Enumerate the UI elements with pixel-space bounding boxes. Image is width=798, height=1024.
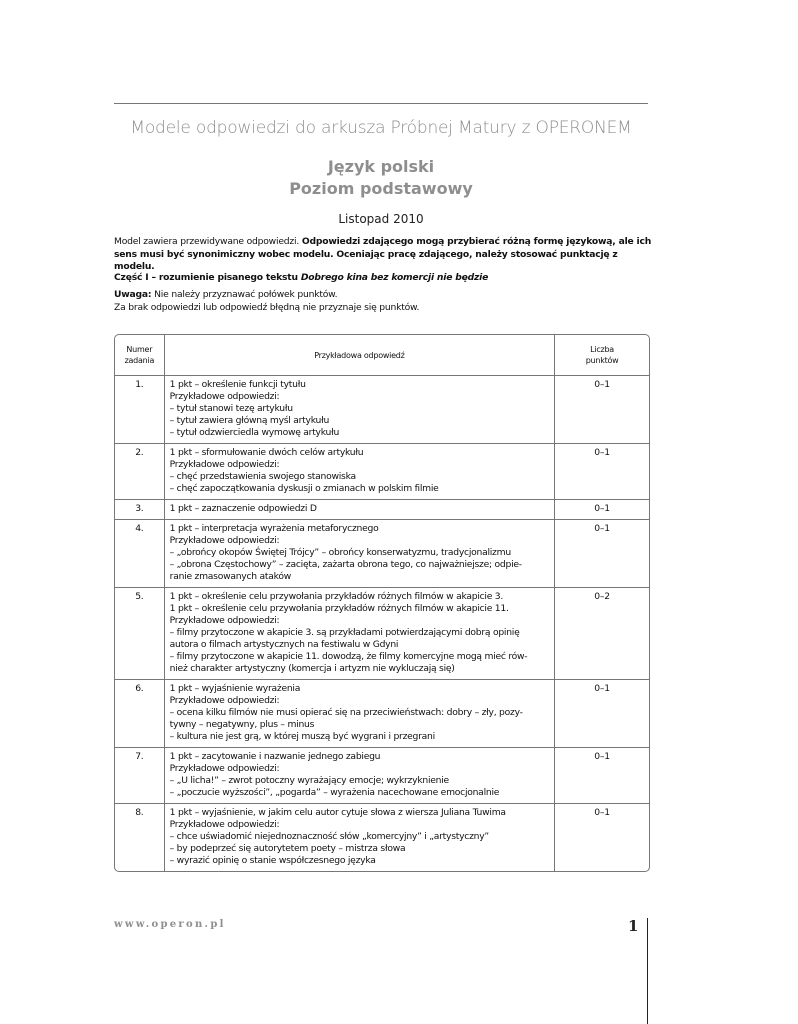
header-text: punktów — [585, 356, 619, 365]
sample-answer — [164, 804, 554, 872]
table-row — [115, 748, 649, 804]
answer-line: Przykładowe odpowiedzi: — [169, 819, 280, 830]
table-row — [115, 376, 649, 444]
intro-bold-1: Odpowiedzi zdającego mogą przybierać różną formę językową, ale ich — [301, 236, 652, 247]
answer-line: – „obrońcy okopów Świętej Trójcy” – obrońcy konserwatyzmu, tradycjonalizmu — [169, 547, 511, 558]
header-text: Liczba — [590, 345, 614, 354]
sample-answer — [164, 680, 554, 748]
intro-plain: Model zawiera przewidywane odpowiedzi. — [114, 236, 302, 247]
task-number: 3. — [115, 500, 164, 520]
task-number: 5. — [115, 588, 164, 680]
document-date: Listopad 2010 — [338, 212, 424, 226]
points-range: 0–1 — [555, 376, 649, 444]
answer-line: – ocena kilku filmów nie musi opierać się na przeciwieństwach: dobry – zły, pozy- — [169, 707, 523, 718]
points-range: 0–2 — [555, 588, 649, 680]
answer-line: – tytuł zawiera główną myśl artykułu — [169, 415, 330, 426]
header-task-number — [115, 335, 164, 376]
sample-answer — [164, 444, 554, 500]
points-range: 0–1 — [555, 520, 649, 588]
side-rule — [647, 918, 648, 1024]
answer-line: Przykładowe odpowiedzi: — [169, 459, 280, 470]
points-range: 0–1 — [555, 680, 649, 748]
task-number: 8. — [115, 804, 164, 872]
sample-answer — [164, 376, 554, 444]
answer-line: 1 pkt – określenie celu przywołania przykładów różnych filmów w akapicie 3. — [169, 591, 504, 602]
part-label: Część I – rozumienie pisanego tekstu — [114, 272, 301, 283]
answer-line: – by podeprzeć się autorytetem poety – mistrza słowa — [169, 843, 406, 854]
header-text: zadania — [124, 356, 155, 365]
header-points — [555, 335, 649, 376]
header-sample-answer: Przykładowa odpowiedź — [164, 335, 554, 376]
part-heading — [114, 272, 654, 285]
answer-line: 1 pkt – określenie funkcji tytułu — [169, 379, 306, 390]
table-row — [115, 588, 649, 680]
note-line-2: Za brak odpowiedzi lub odpowiedź błędną nie przyznaje się punktów. — [114, 301, 420, 313]
task-number: 7. — [115, 748, 164, 804]
subject-heading — [114, 156, 648, 200]
points-range: 0–1 — [555, 500, 649, 520]
answer-line: – „poczucie wyższości”, „pogarda” – wyrażenia nacechowane emocjonalnie — [169, 787, 500, 798]
answer-table — [114, 334, 650, 872]
part-article-title: Dobrego kina bez komercji nie będzie — [300, 272, 489, 283]
sample-answer — [164, 748, 554, 804]
answer-line: nież charakter artystyczny (komercja i artyzm nie wykluczają się) — [169, 663, 455, 674]
answer-line: tywny – negatywny, plus – minus — [169, 719, 315, 730]
answer-line: 1 pkt – określenie celu przywołania przykładów różnych filmów w akapicie 11. — [169, 603, 509, 614]
answer-line: Przykładowe odpowiedzi: — [169, 615, 280, 626]
table-row — [115, 680, 649, 748]
subject-line: Język polski — [327, 157, 435, 176]
table-row — [115, 500, 649, 520]
answer-line: Przykładowe odpowiedzi: — [169, 695, 280, 706]
sample-answer — [164, 500, 554, 520]
document-title: Modele odpowiedzi do arkusza Próbnej Matury z OPERONEM — [130, 118, 632, 138]
notes — [114, 289, 654, 314]
level-line: Poziom podstawowy — [289, 179, 473, 198]
answer-line: ranie zmasowanych ataków — [169, 571, 292, 582]
answer-line: – „U licha!” – zwrot potoczny wyrażający emocje; wykrzyknienie — [169, 775, 449, 786]
answer-line: – tytuł odzwierciedla wymowę artykułu — [169, 427, 340, 438]
answer-line: 1 pkt – zacytowanie i nazwanie jednego zabiegu — [169, 751, 381, 762]
answer-line: Przykładowe odpowiedzi: — [169, 535, 280, 546]
answer-line: – chęć zapoczątkowania dyskusji o zmianach w polskim filmie — [169, 483, 439, 494]
table-body — [115, 376, 649, 872]
intro-paragraph — [114, 236, 654, 274]
table-row — [115, 804, 649, 872]
answer-line: 1 pkt – wyjaśnienie, w jakim celu autor cytuje słowa z wiersza Juliana Tuwima — [169, 807, 506, 818]
task-number: 6. — [115, 680, 164, 748]
answer-line: – chce uświadomić niejednoznaczność słów „komercyjny” i „artystyczny” — [169, 831, 489, 842]
answer-line: – filmy przytoczone w akapicie 11. dowodzą, że filmy komercyjne mogą mieć rów- — [169, 651, 528, 662]
answer-line: 1 pkt – interpretacja wyrażenia metaforycznego — [169, 523, 379, 534]
task-number: 4. — [115, 520, 164, 588]
points-range: 0–1 — [555, 748, 649, 804]
footer-url: www.operon.pl — [114, 919, 226, 930]
points-range: 0–1 — [555, 444, 649, 500]
task-number: 1. — [115, 376, 164, 444]
table-row — [115, 520, 649, 588]
answer-line: – filmy przytoczone w akapicie 3. są przykładami potwierdzającymi dobrą opinię — [169, 627, 520, 638]
answer-line: – wyrazić opinię o stanie współczesnego języka — [169, 855, 376, 866]
answer-line: 1 pkt – sformułowanie dwóch celów artykułu — [169, 447, 364, 458]
answer-line: – chęć przedstawienia swojego stanowiska — [169, 471, 356, 482]
page-number: 1 — [628, 917, 639, 935]
answer-line: Przykładowe odpowiedzi: — [169, 763, 280, 774]
sample-answer — [164, 520, 554, 588]
header-text: Numer — [126, 345, 153, 354]
answer-line: autora o filmach artystycznych na festiwalu w Gdyni — [169, 639, 399, 650]
answer-line: 1 pkt – wyjaśnienie wyrażenia — [169, 683, 301, 694]
table-row — [115, 444, 649, 500]
answer-line: – kultura nie jest grą, w której muszą być wygrani i przegrani — [169, 731, 435, 742]
note-text: Nie należy przyznawać połówek punktów. — [151, 289, 338, 300]
top-rule — [114, 103, 648, 104]
intro-bold-2: sens musi być synonimiczny wobec modelu. Oceniając pracę zdającego, należy stosować punktację z modelu. — [114, 248, 618, 272]
answer-line: – tytuł stanowi tezę artykułu — [169, 403, 293, 414]
table-header-row — [115, 335, 649, 376]
task-number: 2. — [115, 444, 164, 500]
note-label: Uwaga: — [114, 289, 152, 300]
sample-answer — [164, 588, 554, 680]
answer-line: Przykładowe odpowiedzi: — [169, 391, 280, 402]
points-range: 0–1 — [555, 804, 649, 872]
answer-line: – „obrona Częstochowy” – zacięta, zażarta obrona tego, co najważniejsze; odpie- — [169, 559, 522, 570]
answer-line: 1 pkt – zaznaczenie odpowiedzi D — [169, 503, 317, 514]
